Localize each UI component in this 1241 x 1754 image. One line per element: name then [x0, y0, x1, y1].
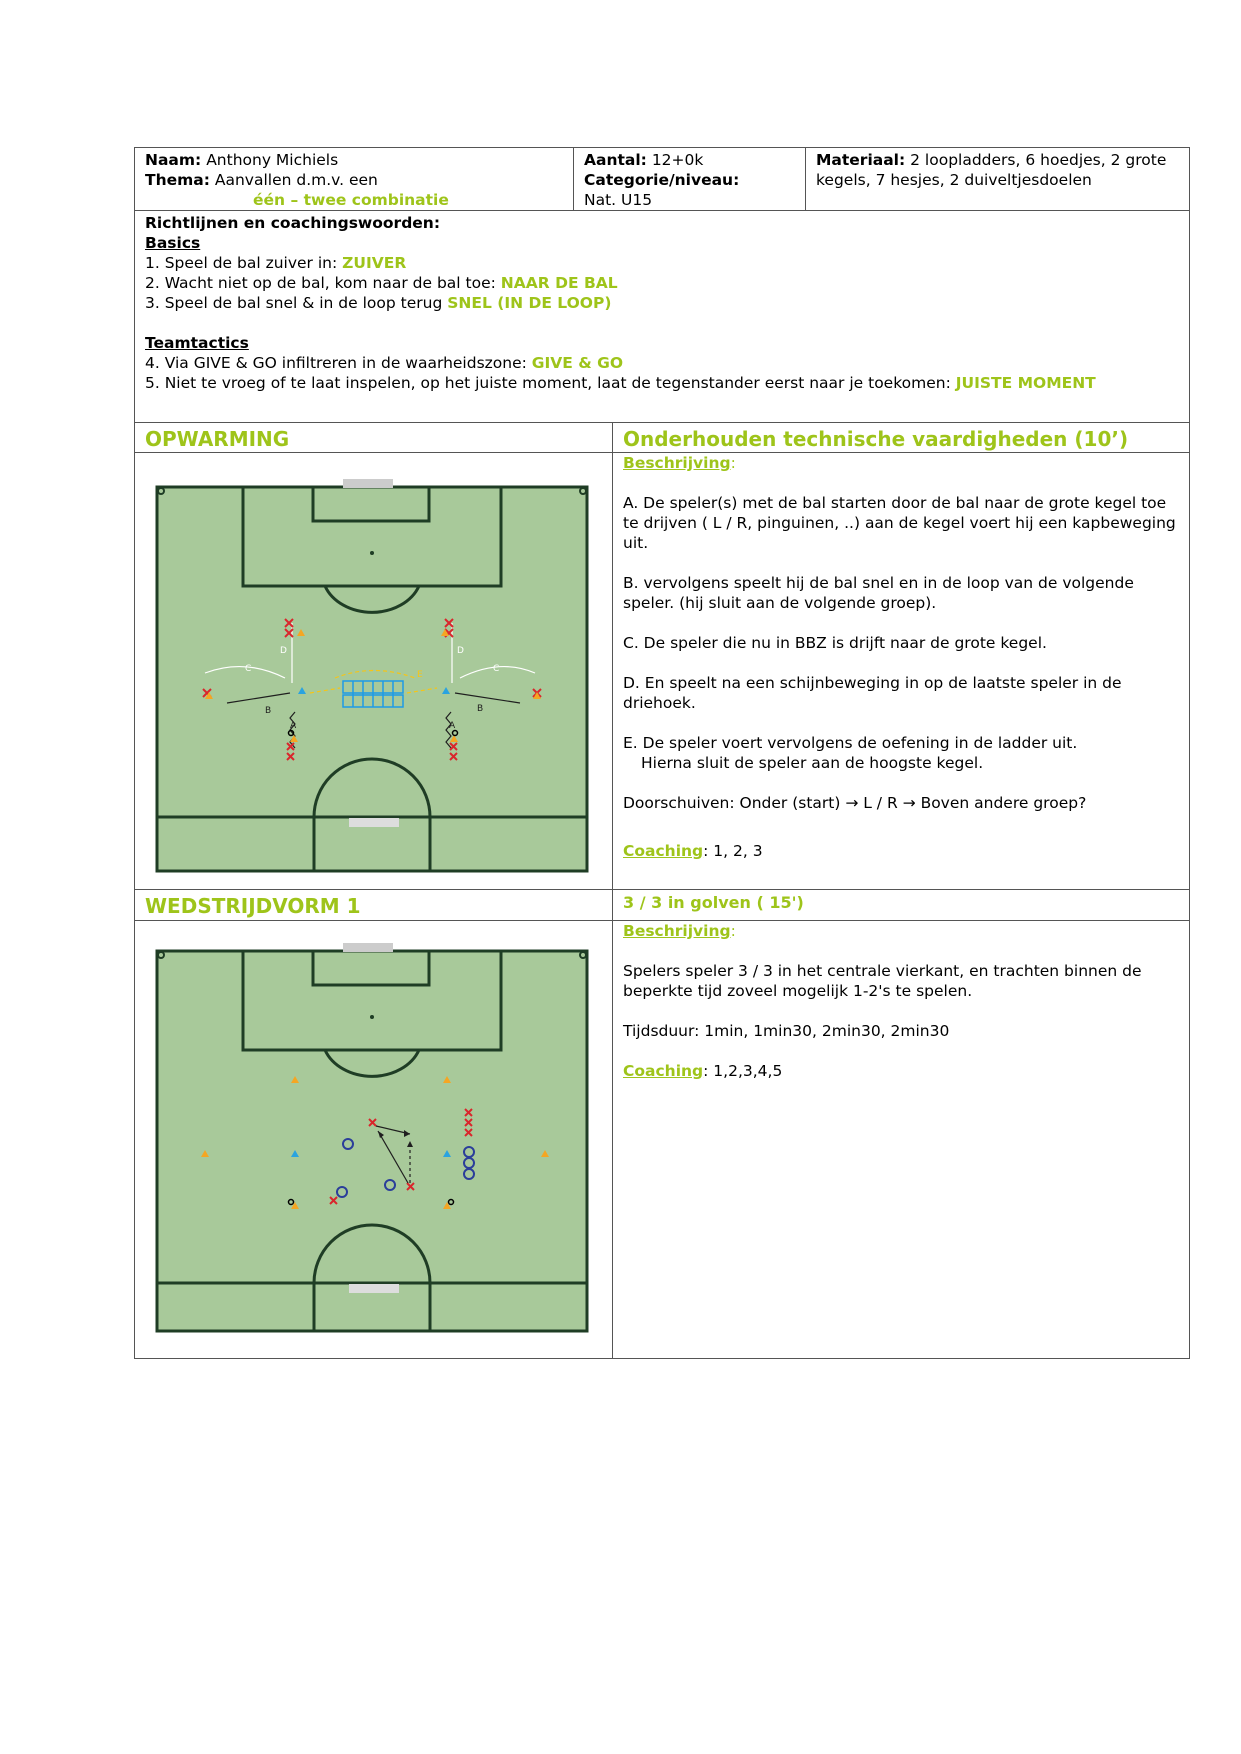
opwarming-paragraph-b: B. vervolgens speelt hij de bal snel en in de loop van de volgende speler. (hij sluit aan de volgende groep). [623, 574, 1134, 612]
pitch-surface [157, 487, 587, 871]
wedstrijdvorm-text-cell [613, 921, 1189, 1358]
basics-item-3-keyword: SNEL (IN DE LOOP) [447, 294, 612, 312]
basics-item-1-keyword: ZUIVER [342, 254, 407, 272]
opwarming-diagram-cell [135, 453, 613, 889]
diagram-label-e: E [417, 670, 423, 680]
basics-item-2-keyword: NAAR DE BAL [500, 274, 618, 292]
teamtactics-title: Teamtactics [145, 334, 249, 352]
goal-top [343, 943, 393, 952]
basics-item-2 [145, 273, 1179, 293]
teamtactics-item-4 [145, 353, 1179, 373]
wedstrijdvorm-coaching-label: Coaching [623, 1062, 704, 1080]
categorie-value: Nat. U15 [584, 191, 653, 209]
opwarming-title: OPWARMING [145, 427, 290, 451]
diagram-label-d-right: D [457, 646, 464, 656]
diagram-label-b-right: B [477, 704, 484, 714]
opwarming-coaching-value: : 1, 2, 3 [703, 842, 763, 860]
thema-value: Aanvallen d.m.v. een [214, 171, 378, 189]
aantal-label: Aantal: [584, 151, 647, 169]
wedstrijdvorm-beschrijving-colon: : [730, 922, 736, 940]
wedstrijdvorm-subtitle: 3 / 3 in golven ( 15') [623, 893, 804, 912]
wedstrijdvorm-beschrijving-label: Beschrijving [623, 922, 731, 940]
opwarming-subtitle: Onderhouden technische vaardigheden (10’) [623, 427, 1129, 451]
wedstrijdvorm-title-cell [135, 890, 613, 920]
opwarming-coaching-label: Coaching [623, 842, 704, 860]
materiaal-label: Materiaal: [816, 151, 906, 169]
goal-bottom [349, 1284, 399, 1293]
opwarming-paragraph-a: A. De speler(s) met de bal starten door de bal naar de grote kegel toe te drijven ( L / R, pinguinen, ..) aan de kegel voert hij een kapbeweging uit. [623, 494, 1176, 552]
categorie-label: Categorie/niveau: [584, 171, 740, 189]
teamtactics-item-5 [145, 373, 1179, 393]
basics-item-1 [145, 253, 1179, 273]
opwarming-paragraph-c: C. De speler die nu in BBZ is drijft naar de grote kegel. [623, 634, 1047, 652]
wedstrijdvorm-paragraph-1: Spelers speler 3 / 3 in het centrale vierkant, en trachten binnen de beperkte tijd zoveel mogelijk 1-2's te spelen. [623, 962, 1142, 1000]
wedstrijdvorm-content-row [135, 921, 1189, 1358]
naam-value: Anthony Michiels [206, 151, 339, 169]
materiaal-cell [806, 148, 1189, 210]
wedstrijdvorm-title: WEDSTRIJDVORM 1 [145, 894, 361, 918]
richtlijnen-cell [135, 211, 1189, 422]
opwarming-beschrijving-label: Beschrijving [623, 454, 731, 472]
wedstrijdvorm-subtitle-cell [613, 890, 1189, 920]
thema-label: Thema: [145, 171, 210, 189]
diagram-label-b-left: B [265, 706, 272, 716]
diagram-label-c-left: C [245, 664, 252, 674]
teamtactics-item-5-keyword: JUISTE MOMENT [955, 374, 1096, 392]
teamtactics-item-4-text: 4. Via GIVE & GO infiltreren in de waarheidszone: [145, 354, 532, 372]
teamtactics-item-5-text: 5. Niet te vroeg of te laat inspelen, op het juiste moment, laat de tegenstander eerst naar je toekomen: [145, 374, 956, 392]
diagram-label-c-right: C [493, 664, 500, 674]
opwarming-subtitle-cell [613, 423, 1189, 452]
basics-item-1-text: 1. Speel de bal zuiver in: [145, 254, 343, 272]
opwarming-paragraph-e: E. De speler voert vervolgens de oefening in de ladder uit. [623, 734, 1078, 752]
richtlijnen-row [135, 211, 1189, 423]
basics-item-3 [145, 293, 1179, 313]
opwarming-paragraph-e2: Hierna sluit de speler aan de hoogste kegel. [641, 754, 984, 772]
basics-item-2-text: 2. Wacht niet op de bal, kom naar de bal toe: [145, 274, 501, 292]
opwarming-beschrijving-colon: : [730, 454, 736, 472]
naam-label: Naam: [145, 151, 202, 169]
goal-bottom [349, 818, 399, 827]
opwarming-title-cell [135, 423, 613, 452]
teamtactics-item-4-keyword: GIVE & GO [531, 354, 624, 372]
session-sheet [134, 147, 1190, 1359]
richtlijnen-title: Richtlijnen en coachingswoorden: [145, 214, 441, 232]
diagram-label-a-left: A [290, 721, 297, 731]
opwarming-text-cell [613, 453, 1189, 889]
aantal-cell [574, 148, 806, 210]
wedstrijdvorm-pitch-diagram [145, 921, 622, 1357]
opwarming-doorschuiven: Doorschuiven: Onder (start) → L / R → Boven andere groep? [623, 794, 1087, 812]
wedstrijdvorm-title-row [135, 890, 1189, 921]
thema-sub: één – twee combinatie [253, 191, 449, 209]
goal-top [343, 479, 393, 488]
diagram-label-a-right: A [449, 721, 456, 731]
opwarming-paragraph-d: D. En speelt na een schijnbeweging in op de laatste speler in de driehoek. [623, 674, 1122, 712]
diagram-label-d-left: D [280, 646, 287, 656]
opwarming-pitch-diagram [145, 453, 622, 889]
wedstrijdvorm-tijdsduur: Tijdsduur: 1min, 1min30, 2min30, 2min30 [623, 1022, 950, 1040]
pitch-surface [157, 951, 587, 1331]
wedstrijdvorm-diagram-cell [135, 921, 613, 1358]
opwarming-title-row [135, 423, 1189, 453]
naam-cell [135, 148, 574, 210]
basics-title: Basics [145, 234, 201, 252]
basics-item-3-text: 3. Speel de bal snel & in de loop terug [145, 294, 448, 312]
header-row [135, 148, 1189, 211]
wedstrijdvorm-coaching-value: : 1,2,3,4,5 [703, 1062, 783, 1080]
opwarming-content-row [135, 453, 1189, 890]
aantal-value: 12+0k [651, 151, 704, 169]
materiaal-value: 2 loopladders, 6 hoedjes, 2 grote kegels, 7 hesjes, 2 duiveltjesdoelen [816, 151, 1167, 189]
